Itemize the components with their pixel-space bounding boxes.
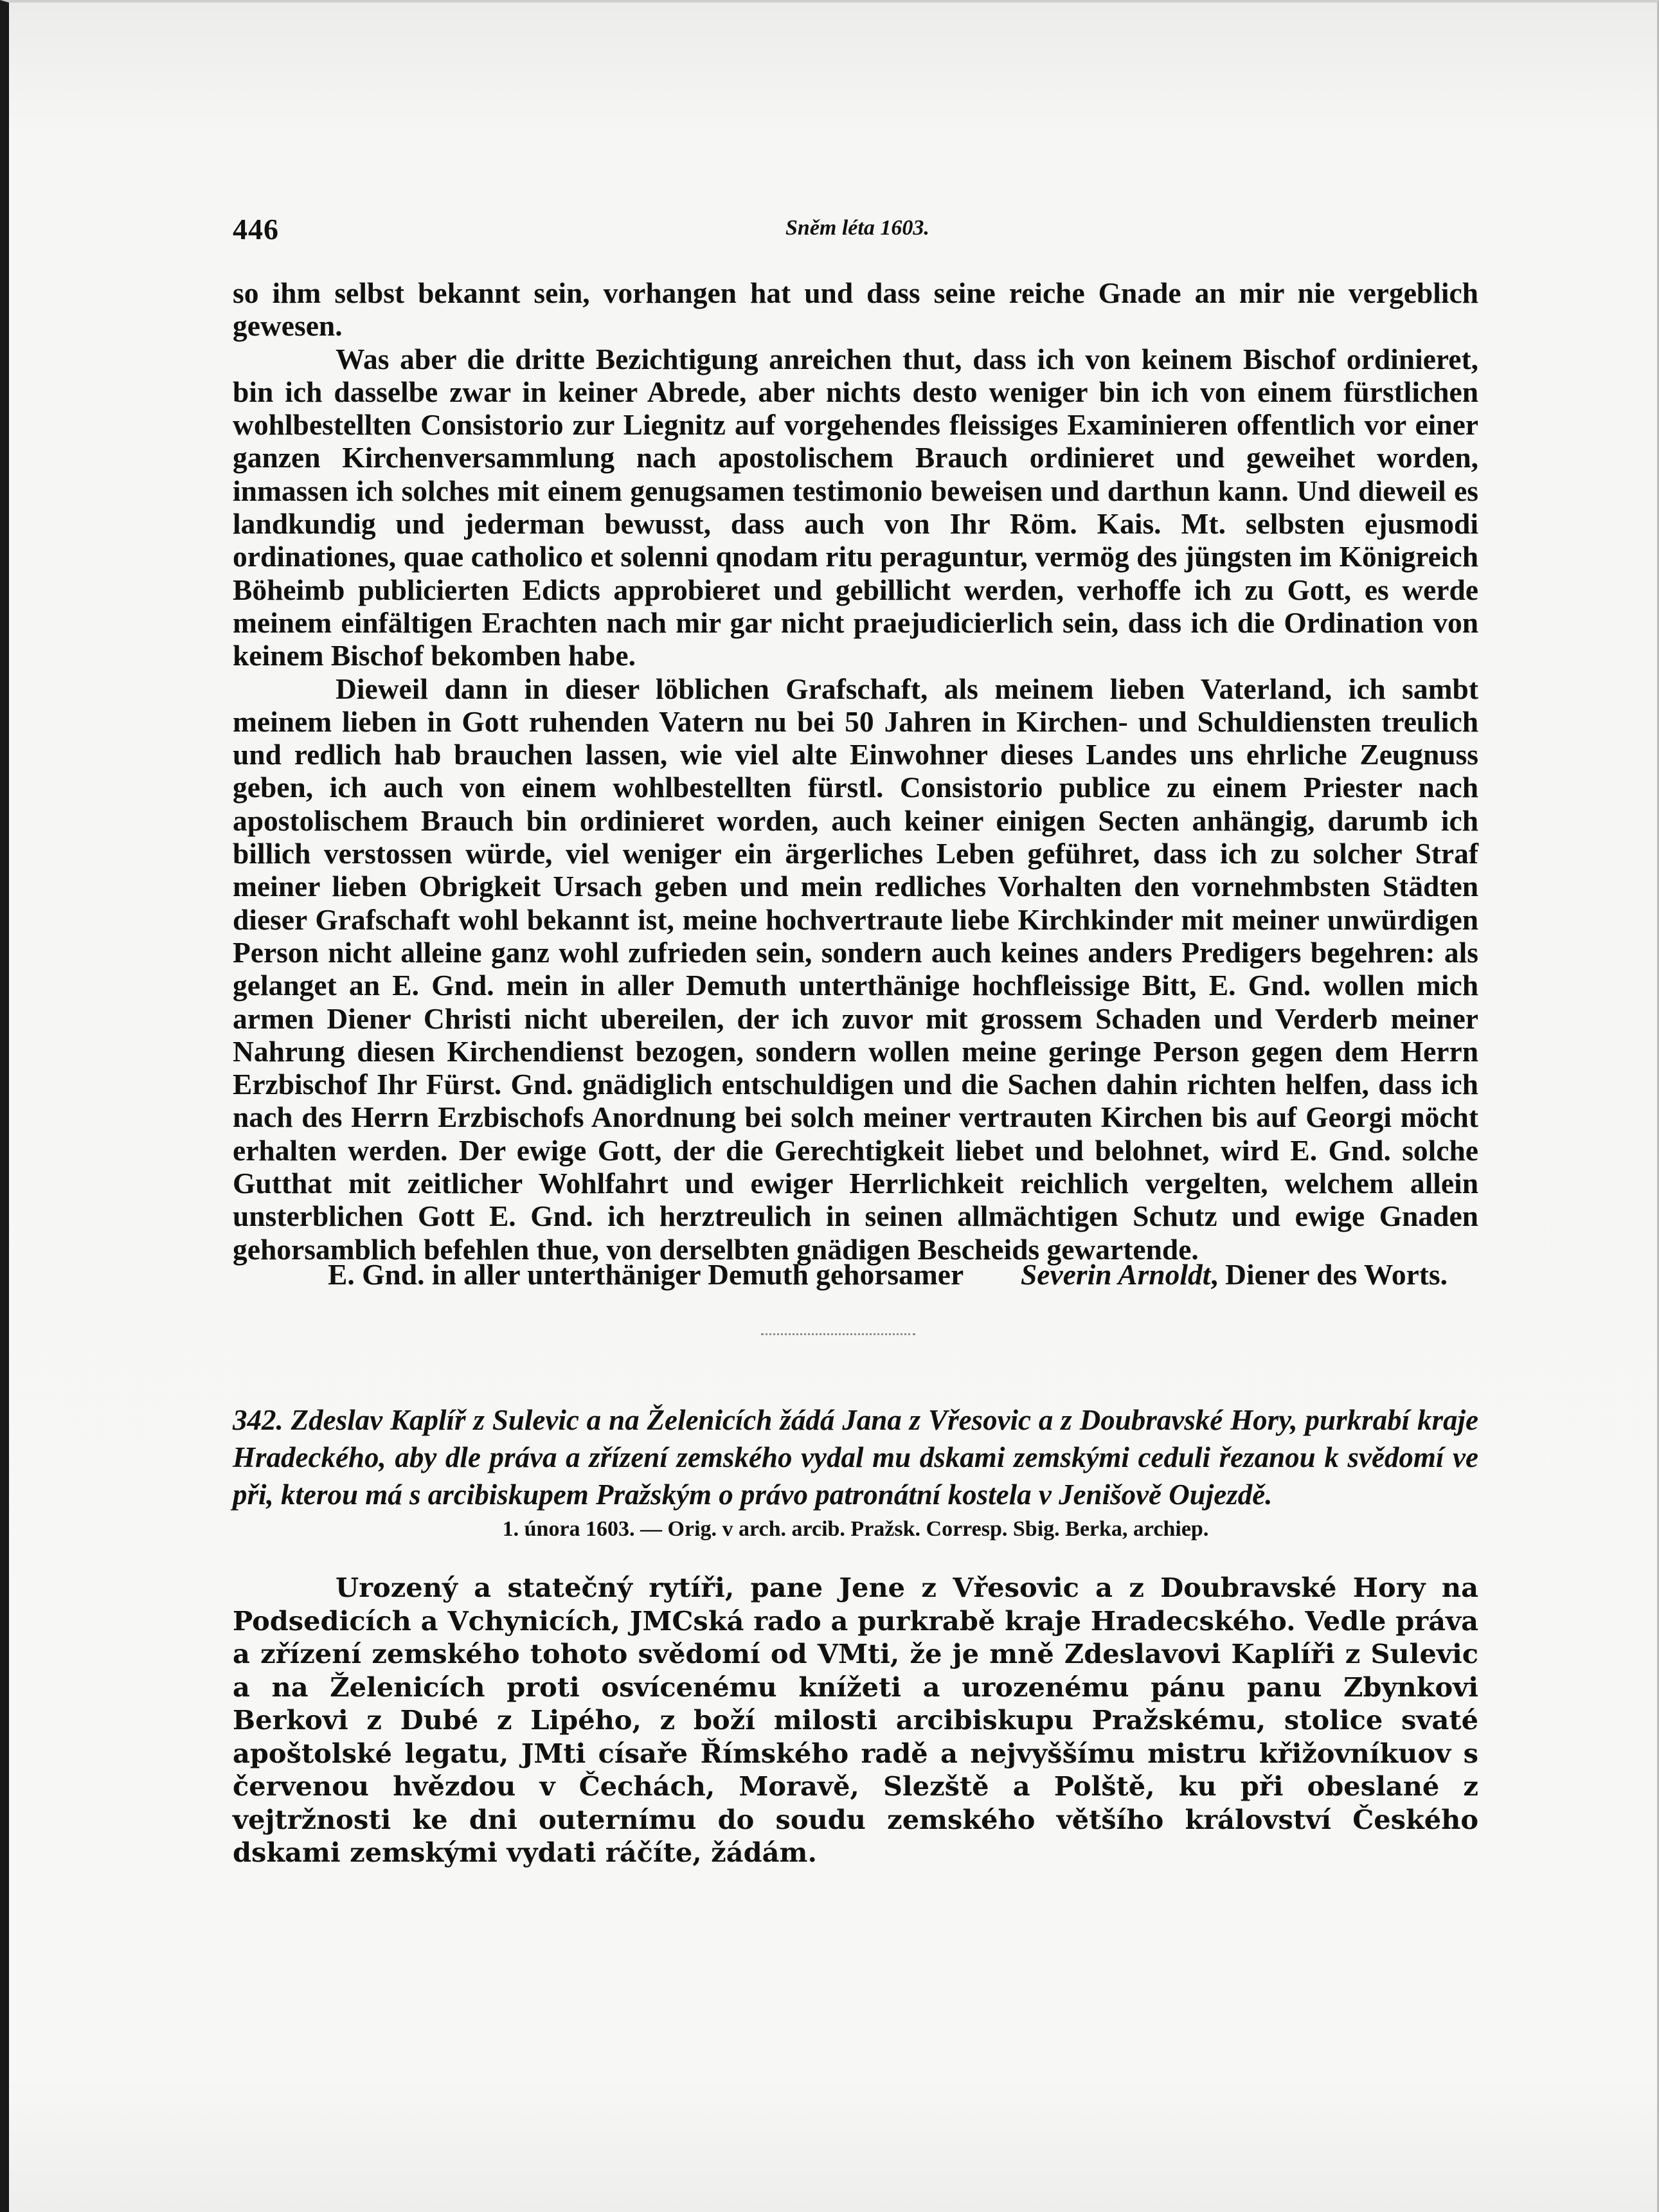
page-number: 446 [233,213,279,246]
closing-formula: E. Gnd. in aller unterthäniger Demuth gehorsamer [328,1258,964,1291]
czech-paragraph: Urozený a statečný rytíři, pane Jene z Vřesovic a z Doubravské Hory na Podsedicích a Vchynicích, JMCská rado a purkrabě kraje Hradecského. Vedle práva a zřízení zemského tohoto svědomí od VMti, že je mně Zdeslavovi Kaplíři z Sulevic a na Želenicích proti osvícenému knížeti a urozenému pánu panu Zbynkovi Berkovi z Dubé z Lipého, z boží milosti arcibiskupu Pražskému, stolice svaté apoštolské legatu, JMti císaře Římského radě a nejvyššímu mistru křižovníkuov s červenou hvězdou v Čechách, Moravě, Slezště a Polště, ku při obeslané z vejtržnosti ke dni outernímu do soudu zemského většího království Českého dskami zemskými vydati ráčíte, žádám. [233,1572,1478,1868]
section-divider [761,1333,915,1335]
signature [1021,1257,1448,1291]
source-note: 1. února 1603. — Orig. v arch. arcib. Pražsk. Corresp. Sbig. Berka, archiep. [502,1517,1209,1541]
german-letter-body [233,276,1478,1266]
running-head [233,207,1478,252]
document-heading: 342. Zdeslav Kaplíř z Sulevic a na Želenicích žádá Jana z Vřesovic a z Doubravské Hory, purkrabí kraje Hradeckého, aby dle práva a zřízení zemského vydal mu dskami zemskými ceduli řezanou k svědomí ve při, kterou má s arcibiskupem Pražským o právo patronátní kostela v Jenišově Oujezdě. [233,1404,1478,1511]
german-paragraph-ordination: Was aber die dritte Bezichtigung anreichen thut, dass ich von keinem Bischof ordinieret, bin ich dasselbe zwar in keiner Abrede, aber nichts desto weniger bin ich von einem fürstlichen wohlbestellten Consistorio zur Liegnitz auf vorgehendes fleissiges Examinieren offentlich vor einer ganzen Kirchenversammlung nach apostolischem Brauch ordinieret und geweihet worden, inmassen ich solches mit einem genugsamen testimonio beweisen und darthun kann. Und dieweil es landkundig und jederman bewusst, dass auch von Ihr Röm. Kais. Mt. selbsten ejusmodi ordinationes, quae catholico et solenni qnodam ritu peraguntur, vermög des jüngsten im Königreich Böheimb publicierten Edicts approbieret und gebillicht werden, verhoffe ich zu Gott, es werde meinem einfältigen Erachten nach mir gar nicht praejudicierlich sein, dass ich die Ordination von keinem Bischof bekomben habe. [233,342,1478,672]
german-paragraph-petition: Dieweil dann in dieser löblichen Grafschaft, als meinem lieben Vaterland, ich sambt meinem lieben in Gott ruhenden Vatern nu bei 50 Jahren in Kirchen- und Schuldiensten treulich und redlich hab brauchen lassen, wie viel alte Einwohner dieses Landes uns ehrliche Zeugnuss geben, ich auch von einem wohlbestellten fürstl. Consistorio publice zu einem Priester nach apostolischem Brauch bin ordinieret worden, auch keiner einigen Secten anhängig, darumb ich billich verstossen würde, viel weniger ein ärgerliches Leben geführet, dass ich zu solcher Straf meiner lieben Obrigkeit Ursach geben und mein redliches Vorhalten den vornehmbsten Städten dieser Grafschaft wohl bekannt ist, meine hochvertraute liebe Kirchkinder mit meiner unwürdigen Person nicht alleine ganz wohl zufrieden sein, sondern auch keines anders Predigers begehren: als gelanget an E. Gnd. mein in aller Demuth unterthänige hochfleissige Bitt, E. Gnd. wollen mich armen Diener Christi nicht ubereilen, der ich zuvor mit grossem Schaden und Verderb meiner Nahrung diesen Kirchendienst bezogen, sondern wollen meine geringe Person gegen dem Herrn Erzbischof Ihr Fürst. Gnd. gnädiglich entschuldigen und die Sachen dahin richten helfen, dass ich nach des Herrn Erzbischofs Anordnung bei solch meiner vertrauten Kirchen bis auf Georgi möcht erhalten werden. Der ewige Gott, der die Gerechtigkeit liebet und belohnet, wird E. Gnd. solche Gutthat mit zeitlicher Wohlfahrt und ewiger Herrlichkeit reichlich vergelten, welchem allein unsterblichen Gott E. Gnd. ich herztreulich in seinen allmächtigen Schutz und ewige Gnaden gehorsamblich befehlen thue, von derselbten gnädigen Bescheids gewartende. [233,672,1478,1266]
signature-title: , Diener des Worts. [1210,1258,1448,1291]
signature-name: Severin Arnoldt [1021,1258,1211,1291]
letter-closing [233,1257,1478,1293]
czech-letter-body [233,1571,1478,1869]
running-title: Sněm léta 1603. [785,216,929,240]
german-paragraph-continuation: so ihm selbst bekannt sein, vorhangen hat und dass seine reiche Gnade an mir nie vergeblich gewesen. [233,276,1478,343]
